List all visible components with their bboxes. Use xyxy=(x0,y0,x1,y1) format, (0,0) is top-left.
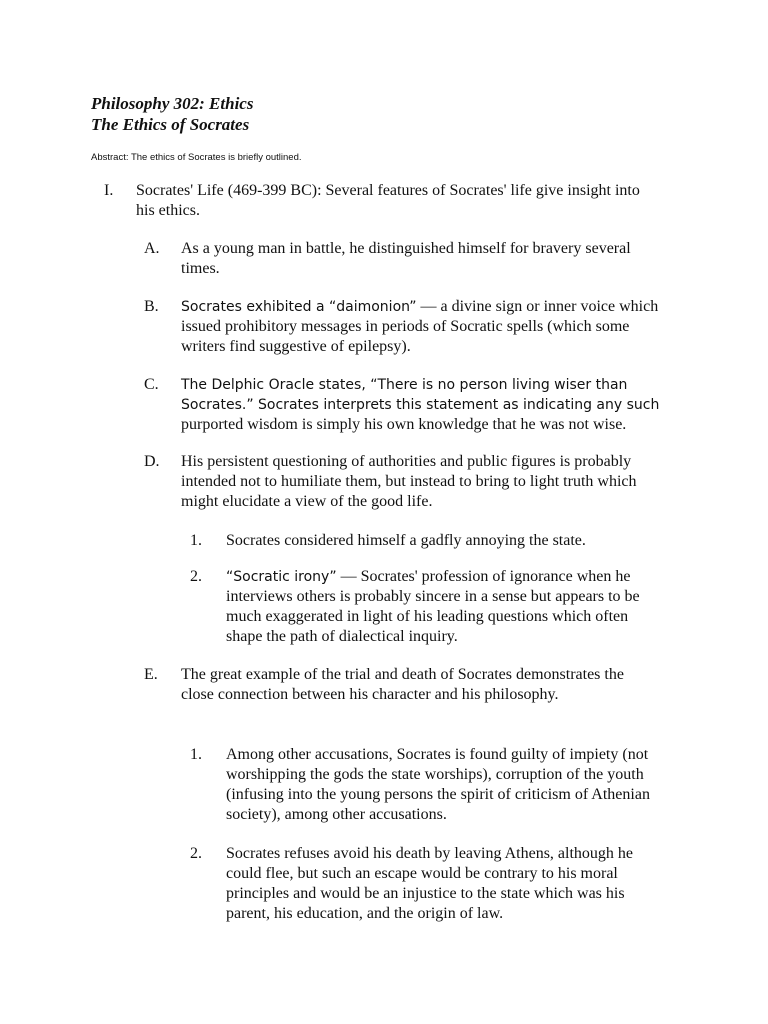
outline-marker: 1. xyxy=(190,532,202,549)
text-line: The great example of the trial and death of Socrates demonstrates the xyxy=(181,666,624,683)
text-fragment: — Socrates' profession of ignorance when he xyxy=(336,568,631,585)
text-line: principles and would be an injustice to the state which was his xyxy=(226,885,625,902)
text-line: intended not to humiliate them, but instead to bring to light truth which xyxy=(181,473,637,490)
text-line: writers find suggestive of epilepsy). xyxy=(181,338,411,355)
text-line: close connection between his character and his philosophy. xyxy=(181,686,559,703)
outline-marker: I. xyxy=(104,182,114,199)
socratic-irony-phrase: “Socratic irony” xyxy=(226,569,337,585)
daimonion-phrase: Socrates exhibited a “daimonion” xyxy=(181,299,417,315)
text-line: times. xyxy=(181,260,220,277)
outline-text xyxy=(181,665,681,705)
document-subtitle: The Ethics of Socrates xyxy=(91,115,250,134)
outline-marker: A. xyxy=(144,240,160,257)
text-line: As a young man in battle, he distinguished himself for bravery several xyxy=(181,240,631,257)
text-line xyxy=(181,297,681,317)
abstract: Abstract: The ethics of Socrates is briefly outlined. xyxy=(91,152,302,163)
text-line: might elucidate a view of the good life. xyxy=(181,493,433,510)
text-line: interviews others is probably sincere in a sense but appears to be xyxy=(226,588,640,605)
text-line: parent, his education, and the origin of law. xyxy=(226,905,504,922)
title-block xyxy=(91,93,253,135)
text-line: Socrates considered himself a gadfly annoying the state. xyxy=(226,532,586,549)
outline-text xyxy=(226,745,686,825)
text-line xyxy=(226,567,686,587)
text-line: Socrates.” Socrates interprets this statement as indicating any such xyxy=(181,397,660,413)
outline-marker: 2. xyxy=(190,568,202,585)
outline-text xyxy=(181,375,681,435)
text-fragment: — a divine sign or inner voice which xyxy=(416,298,659,315)
text-line: purported wisdom is simply his own knowledge that he was not wise. xyxy=(181,416,627,433)
outline-marker: E. xyxy=(144,666,158,683)
outline-text xyxy=(181,452,681,512)
text-line: Among other accusations, Socrates is found guilty of impiety (not xyxy=(226,746,649,763)
text-line: worshipping the gods the state worships), corruption of the youth xyxy=(226,766,644,783)
text-line: his ethics. xyxy=(136,202,200,219)
outline-marker: 2. xyxy=(190,845,202,862)
text-line: shape the path of dialectical inquiry. xyxy=(226,628,458,645)
text-line: could flee, but such an escape would be contrary to his moral xyxy=(226,865,618,882)
text-line: Socrates' Life (469-399 BC): Several features of Socrates' life give insight into xyxy=(136,182,640,199)
text-line: issued prohibitory messages in periods of Socratic spells (which some xyxy=(181,318,630,335)
outline-marker: B. xyxy=(144,298,159,315)
outline-marker: C. xyxy=(144,376,159,393)
outline-text xyxy=(226,844,686,924)
text-line: The Delphic Oracle states, “There is no person living wiser than xyxy=(181,377,628,393)
text-line: (infusing into the young persons the spirit of criticism of Athenian xyxy=(226,786,650,803)
document-title: Philosophy 302: Ethics xyxy=(91,94,254,113)
text-line: society), among other accusations. xyxy=(226,806,447,823)
outline-text xyxy=(181,239,681,279)
outline-marker: D. xyxy=(144,453,160,470)
outline-text xyxy=(136,181,696,221)
outline-text xyxy=(226,531,686,551)
outline-text xyxy=(226,567,686,647)
text-line: much exaggerated in light of his leading questions which often xyxy=(226,608,629,625)
outline-text xyxy=(181,297,681,357)
outline-marker: 1. xyxy=(190,746,202,763)
text-line: His persistent questioning of authorities and public figures is probably xyxy=(181,453,632,470)
text-line: Socrates refuses avoid his death by leaving Athens, although he xyxy=(226,845,634,862)
